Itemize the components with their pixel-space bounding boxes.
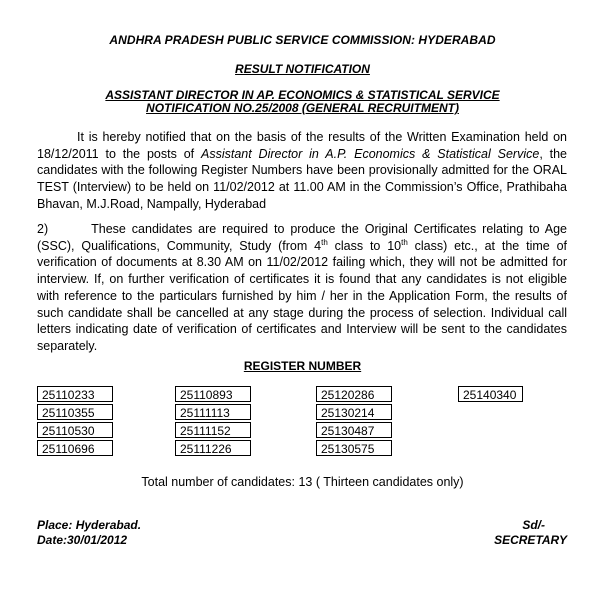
register-column-4 xyxy=(458,386,523,404)
register-number-heading: REGISTER NUMBER xyxy=(243,359,362,373)
register-number-cell: 25110355 xyxy=(37,404,113,420)
result-notification-title: RESULT NOTIFICATION xyxy=(235,62,370,76)
register-number-cell: 25110696 xyxy=(37,440,113,456)
place-label: Place: Hyderabad. xyxy=(37,518,142,532)
paragraph-2-text-a: These candidates are required to produce the Original Certificates relating to Age (SSC), Qualifications, Community, Study (from 4 xyxy=(37,222,567,253)
paragraph-2-text-c: class) etc., at the time of verification of documents at 8.30 AM on 11/02/2012 failing which, they will not be admitted for interview. If, on further verification of certificates it is found that any candidates is not eligible with reference to the particulars furnished by him / her in the Application Form, the results of such candidate shall be cancelled at any stage during the process of selection. Individual call letters indicating date of verification of certificates and Interview will be sent to the candidates separately. xyxy=(37,238,567,353)
superscript-th: th xyxy=(321,237,328,247)
total-candidates: Total number of candidates: 13 ( Thirteen candidates only) xyxy=(141,475,464,489)
register-number-cell: 25111113 xyxy=(175,404,251,420)
paragraph-1-post-name: Assistant Director in A.P. Economics & Statistical Service xyxy=(200,146,540,161)
signed-mark: Sd/- xyxy=(522,518,545,532)
register-column-3 xyxy=(316,386,392,458)
register-number-cell: 25130575 xyxy=(316,440,392,456)
register-column-2 xyxy=(175,386,251,458)
commission-heading: ANDHRA PRADESH PUBLIC SERVICE COMMISSION: HYDERABAD xyxy=(109,33,496,47)
paragraph-2 xyxy=(37,221,567,355)
register-column-1 xyxy=(37,386,113,458)
notification-number-line: NOTIFICATION NO.25/2008 (GENERAL RECRUITMENT) xyxy=(146,101,459,115)
paragraph-2-number: 2) xyxy=(37,222,49,236)
signature-block xyxy=(494,518,567,548)
post-line: ASSISTANT DIRECTOR IN AP. ECONOMICS & STATISTICAL SERVICE xyxy=(105,88,500,102)
register-number-cell: 25111226 xyxy=(175,440,251,456)
date-label: Date:30/01/2012 xyxy=(37,533,128,547)
paragraph-1-text-a: It is hereby notified that on the basis of the results of the Written Examination held on 18/12/2011 to the posts of xyxy=(37,130,567,161)
paragraph-1 xyxy=(37,129,567,213)
register-number-cell: 25130214 xyxy=(316,404,392,420)
register-number-cell: 25110893 xyxy=(175,386,251,402)
register-number-cell: 25111152 xyxy=(175,422,251,438)
paragraph-1-text-b: , the candidates with the following Register Numbers have been provisionally admitted for the ORAL TEST (Interview) to be held on 11/02/2012 at 11.00 AM in the Commission’s Office, Prathibaha Bhavan, M.J.Road, Nampally, Hyderabad xyxy=(37,146,568,211)
paragraph-2-text-b: class to 10 xyxy=(327,238,402,253)
register-number-cell: 25140340 xyxy=(458,386,523,402)
register-number-cell: 25130487 xyxy=(316,422,392,438)
place-date-block xyxy=(37,518,141,548)
register-number-cell: 25110233 xyxy=(37,386,113,402)
register-number-cell: 25110530 xyxy=(37,422,113,438)
post-heading xyxy=(0,89,605,115)
superscript-th: th xyxy=(401,237,408,247)
register-number-cell: 25120286 xyxy=(316,386,392,402)
secretary-designation: SECRETARY xyxy=(494,533,567,547)
